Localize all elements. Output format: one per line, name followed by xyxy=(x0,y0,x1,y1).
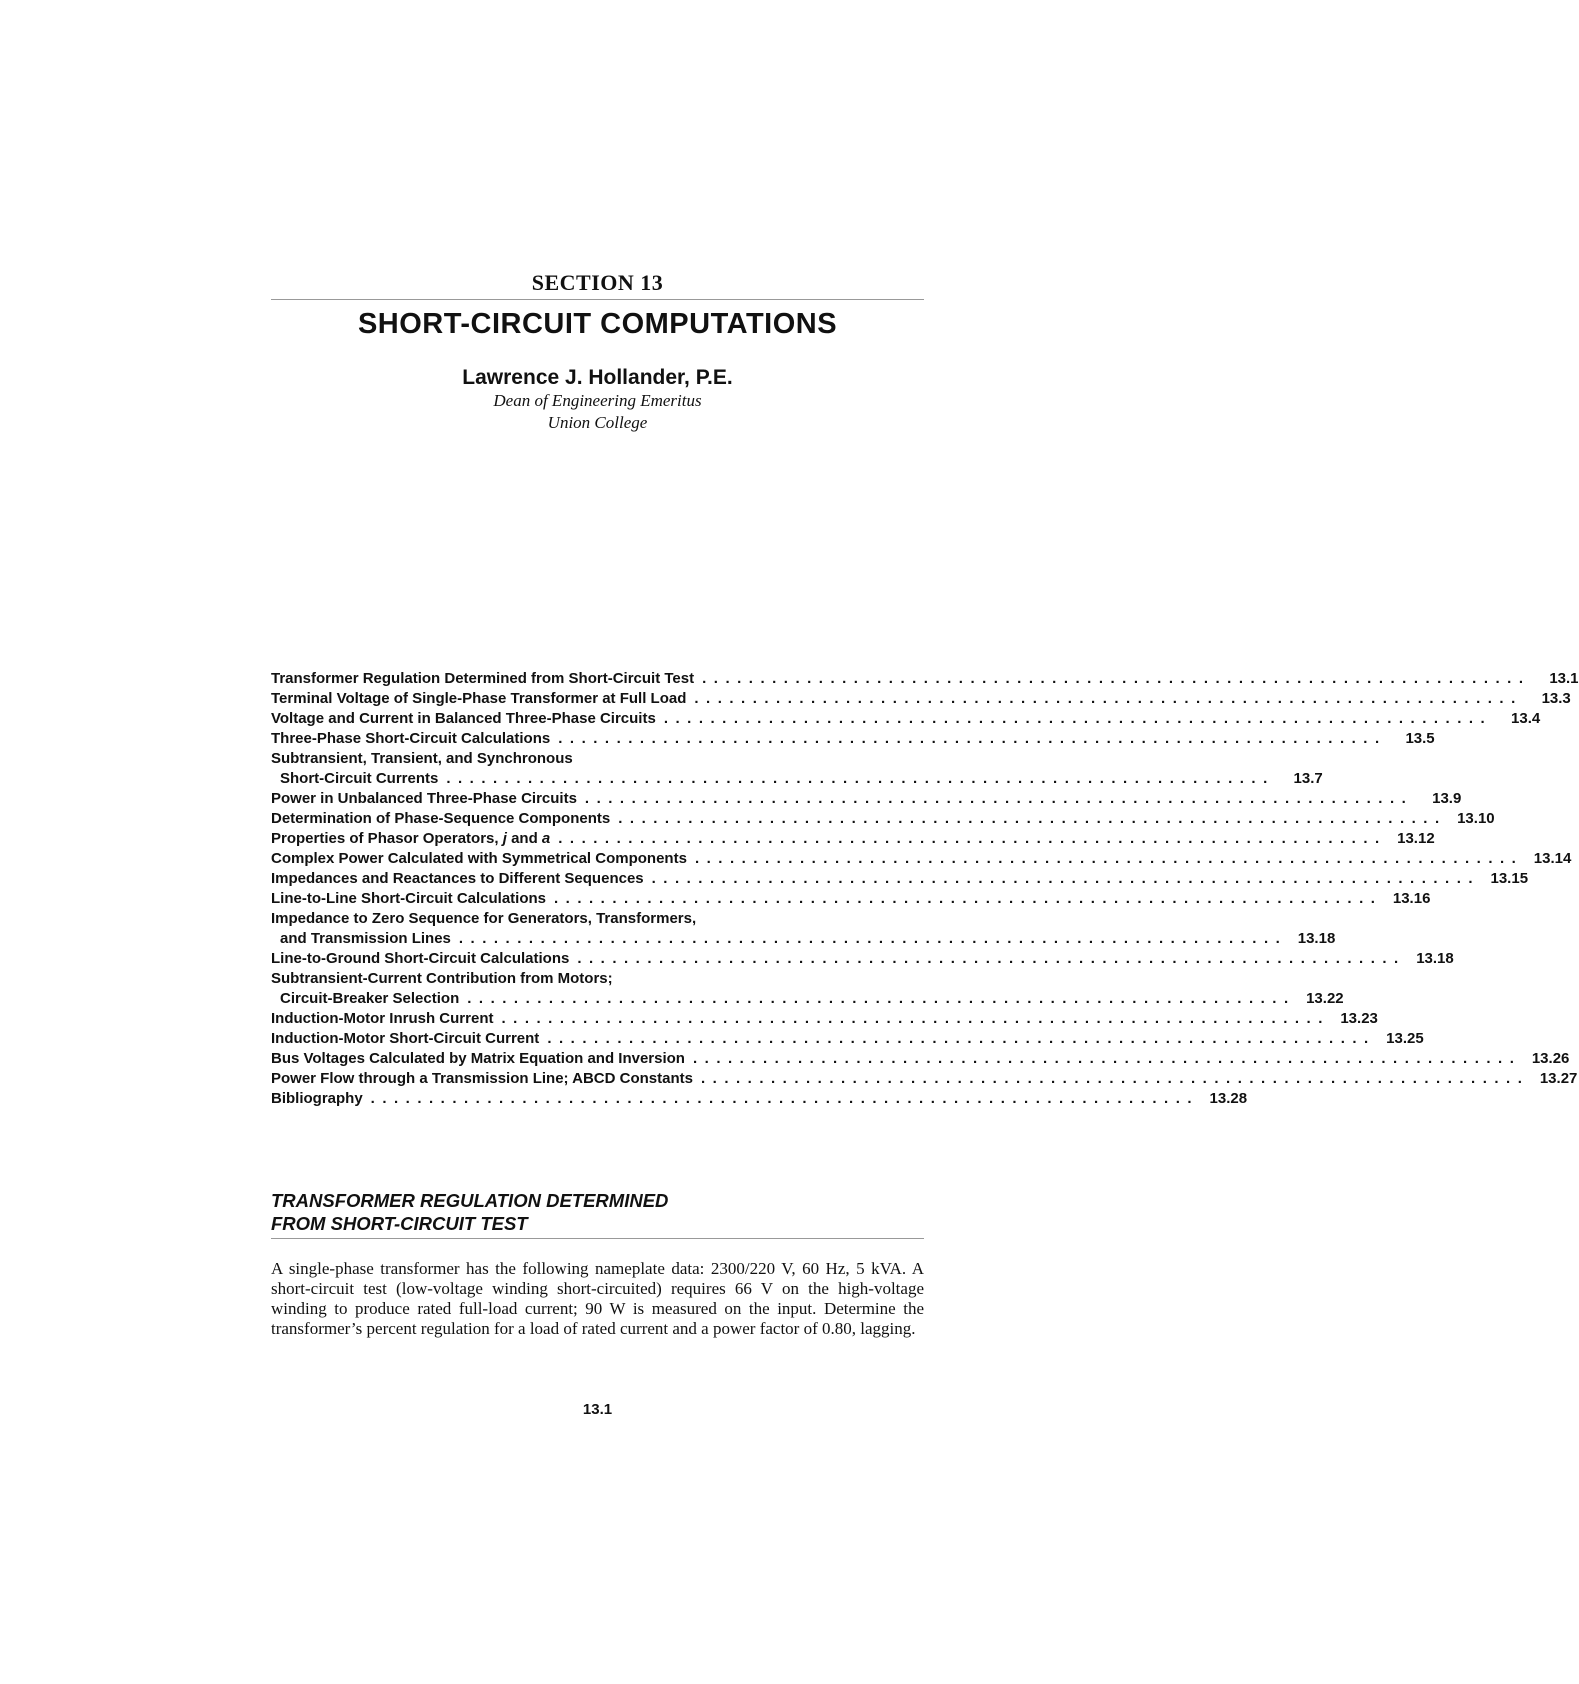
operator-j: j xyxy=(502,830,507,847)
toc-leader-dots: ....................................................................... xyxy=(558,830,1387,847)
toc-entry[interactable] xyxy=(271,869,1529,889)
toc-entry-title xyxy=(271,829,550,849)
toc-entry-title: Induction-Motor Inrush Current xyxy=(271,1010,494,1027)
toc-leader-dots: ....................................................................... xyxy=(458,930,1288,947)
toc-entry-page: 13.22 xyxy=(1306,990,1344,1007)
toc-leader-dots: ....................................................................... xyxy=(547,1030,1376,1047)
toc-entry-title: Impedance to Zero Sequence for Generators, Transformers, xyxy=(271,910,697,927)
page-number: 13.1 xyxy=(582,1401,613,1418)
toc-entry[interactable] xyxy=(271,889,1431,909)
subsection-heading-line: TRANSFORMER REGULATION DETERMINED xyxy=(271,1190,669,1211)
toc-entry-title: Circuit-Breaker Selection xyxy=(280,990,460,1007)
toc-entry-title: Power in Unbalanced Three-Phase Circuits xyxy=(271,790,577,807)
toc-leader-dots: ....................................................................... xyxy=(663,710,1493,727)
toc-entry-title: Line-to-Ground Short-Circuit Calculations xyxy=(271,950,570,967)
toc-entry-title: Three-Phase Short-Circuit Calculations xyxy=(271,730,551,747)
toc-entry-title: and Transmission Lines xyxy=(280,930,451,947)
toc-entry-title: Line-to-Line Short-Circuit Calculations xyxy=(271,890,547,907)
toc-leader-dots: ....................................................................... xyxy=(577,950,1406,967)
heading-rule xyxy=(271,1238,924,1239)
toc-leader-dots: ....................................................................... xyxy=(554,890,1383,907)
toc-entry-title: Subtransient, Transient, and Synchronous xyxy=(271,750,573,767)
toc-entry-page: 13.25 xyxy=(1386,1030,1424,1047)
toc-entry-page: 13.1 xyxy=(1549,670,1579,687)
toc-entry-title: Voltage and Current in Balanced Three-Phase Circuits xyxy=(271,710,656,727)
toc-entry-page: 13.27 xyxy=(1539,1070,1578,1087)
toc-entry-page: 13.28 xyxy=(1209,1090,1248,1107)
toc-entry-title: Power Flow through a Transmission Line; ABCD Constants xyxy=(271,1070,693,1087)
toc-entry[interactable] xyxy=(271,709,1541,729)
toc-entry-title: Impedances and Reactances to Different Sequences xyxy=(271,870,644,887)
toc-entry[interactable] xyxy=(271,929,1336,949)
toc-entry[interactable] xyxy=(271,789,1462,809)
toc-entry-title-text: Properties of Phasor Operators, xyxy=(271,830,503,847)
toc-entry[interactable] xyxy=(271,1049,1570,1069)
toc-entry-title: Induction-Motor Short-Circuit Current xyxy=(271,1030,540,1047)
toc-entry-title: Complex Power Calculated with Symmetrical Components xyxy=(271,850,687,867)
toc-entry-title: Subtransient-Current Contribution from Motors; xyxy=(271,970,613,987)
toc-leader-dots: ....................................................................... xyxy=(694,690,1523,707)
toc-entry[interactable] xyxy=(271,769,1323,789)
toc-entry-title: Transformer Regulation Determined from Short-Circuit Test xyxy=(271,670,695,687)
toc-entry[interactable] xyxy=(271,689,1571,709)
toc-entry[interactable] xyxy=(271,969,924,989)
toc-leader-dots: ....................................................................... xyxy=(501,1010,1330,1027)
toc-entry[interactable] xyxy=(271,1029,1424,1049)
toc-leader-dots: ....................................................................... xyxy=(467,990,1296,1007)
toc-leader-dots: ....................................................................... xyxy=(692,1050,1522,1067)
toc-entry-title: Bibliography xyxy=(271,1090,363,1107)
toc-leader-dots: ....................................................................... xyxy=(618,810,1447,827)
toc-entry-title-text: and xyxy=(506,830,542,847)
toc-entry-page: 13.9 xyxy=(1432,790,1462,807)
toc-entry-page: 13.12 xyxy=(1397,830,1435,847)
toc-entry-page: 13.23 xyxy=(1340,1010,1378,1027)
title-rule xyxy=(271,299,924,300)
toc-leader-dots: ....................................................................... xyxy=(694,850,1524,867)
problem-statement: A single-phase transformer has the following nameplate data: 2300/220 V, 60 Hz, 5 kVA. A short-circuit test (low-voltage winding short-circuited) requires 66 V on the high-voltage winding to produce rated full-load current; 90 W is measured on the input. Determine the transformer’s percent regulation for a load of rated current and a power factor of 0.80, lagging. xyxy=(271,1259,924,1338)
toc-entry[interactable] xyxy=(271,729,1435,749)
toc-entry-title: Determination of Phase-Sequence Components xyxy=(271,810,611,827)
toc-entry[interactable] xyxy=(271,669,1579,689)
toc-entry[interactable] xyxy=(271,949,1454,969)
toc-entry[interactable] xyxy=(271,849,1572,869)
author-name: Lawrence J. Hollander, P.E. xyxy=(462,366,733,389)
toc-entry-title: Short-Circuit Currents xyxy=(280,770,439,787)
toc-leader-dots: ....................................................................... xyxy=(651,870,1481,887)
toc-entry[interactable] xyxy=(271,829,1435,849)
toc-entry[interactable] xyxy=(271,1009,1378,1029)
toc-leader-dots: ....................................................................... xyxy=(700,1070,1530,1087)
toc-entry-title: Terminal Voltage of Single-Phase Transformer at Full Load xyxy=(271,690,687,707)
toc-entry-page: 13.7 xyxy=(1293,770,1323,787)
toc-entry-page: 13.5 xyxy=(1405,730,1435,747)
toc-entry-page: 13.10 xyxy=(1457,810,1495,827)
toc-entry-page: 13.14 xyxy=(1533,850,1572,867)
toc-entry-page: 13.3 xyxy=(1541,690,1571,707)
section-label: SECTION 13 xyxy=(531,270,664,295)
toc-leader-dots: ....................................................................... xyxy=(370,1090,1200,1107)
operator-a: a xyxy=(541,830,551,847)
subsection-heading xyxy=(271,1189,924,1235)
section-title: SHORT-CIRCUIT COMPUTATIONS xyxy=(357,308,838,340)
toc-entry-page: 13.15 xyxy=(1490,870,1529,887)
toc-entry-page: 13.26 xyxy=(1531,1050,1570,1067)
toc-leader-dots: ....................................................................... xyxy=(584,790,1414,807)
toc-entry[interactable] xyxy=(271,1069,1578,1089)
toc-leader-dots: ....................................................................... xyxy=(558,730,1387,747)
toc-leader-dots: ....................................................................... xyxy=(702,670,1531,687)
author-affiliation-title: Dean of Engineering Emeritus xyxy=(493,391,702,410)
toc-entry-page: 13.4 xyxy=(1511,710,1541,727)
toc-entry[interactable] xyxy=(271,809,1495,829)
toc-entry[interactable] xyxy=(271,909,924,929)
toc-entry-page: 13.18 xyxy=(1297,930,1336,947)
toc-entry-page: 13.16 xyxy=(1392,890,1431,907)
toc-entry-title: Bus Voltages Calculated by Matrix Equation and Inversion xyxy=(271,1050,685,1067)
author-affiliation-institution: Union College xyxy=(547,413,648,432)
table-of-contents xyxy=(271,669,1579,1109)
toc-entry-page: 13.18 xyxy=(1416,950,1454,967)
subsection-heading-line: FROM SHORT-CIRCUIT TEST xyxy=(271,1213,528,1234)
toc-entry[interactable] xyxy=(271,749,924,769)
toc-entry[interactable] xyxy=(271,989,1344,1009)
toc-entry[interactable] xyxy=(271,1089,1248,1109)
toc-leader-dots: ....................................................................... xyxy=(446,770,1275,787)
